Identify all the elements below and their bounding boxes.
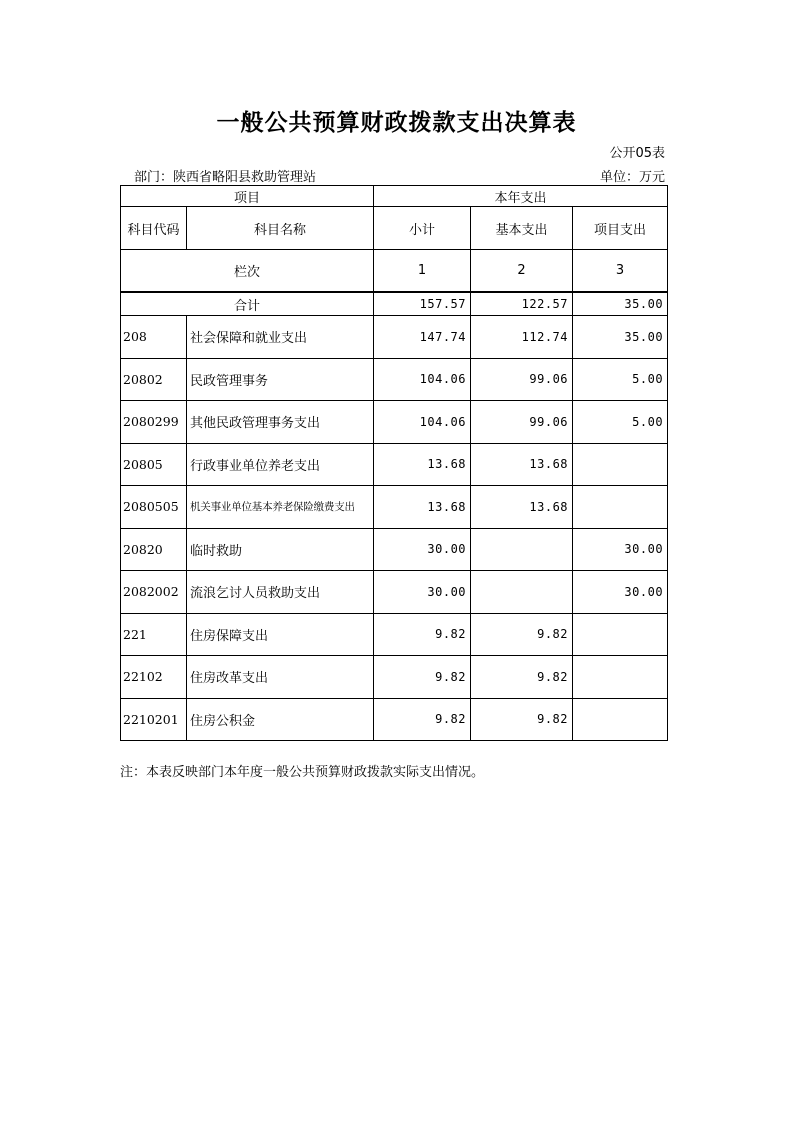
project-expense-cell: 30.00 [573, 528, 668, 571]
header-col2: 2 [471, 250, 573, 293]
header-current-year-expense: 本年支出 [374, 186, 668, 207]
basic-expense-cell: 9.82 [471, 613, 573, 656]
subtotal-cell: 104.06 [374, 401, 471, 444]
subject-name-cell: 住房保障支出 [187, 613, 374, 656]
subtotal-cell: 9.82 [374, 613, 471, 656]
basic-expense-cell: 9.82 [471, 656, 573, 699]
total-basic: 122.57 [471, 292, 573, 316]
subtotal-cell: 30.00 [374, 528, 471, 571]
subject-code-cell: 2082002 [121, 571, 187, 614]
subject-code-cell: 20805 [121, 443, 187, 486]
project-expense-cell [573, 486, 668, 529]
basic-expense-cell: 13.68 [471, 443, 573, 486]
expense-table [120, 185, 668, 741]
header-project: 项目 [121, 186, 374, 207]
project-expense-cell: 35.00 [573, 316, 668, 359]
subject-name-cell: 民政管理事务 [187, 358, 374, 401]
subtotal-cell: 9.82 [374, 656, 471, 699]
table-row [121, 486, 668, 529]
subject-code-cell: 2210201 [121, 698, 187, 741]
subject-code-cell: 22102 [121, 656, 187, 699]
subtotal-cell: 13.68 [374, 443, 471, 486]
basic-expense-cell: 9.82 [471, 698, 573, 741]
subject-name-cell: 行政事业单位养老支出 [187, 443, 374, 486]
table-row [121, 528, 668, 571]
total-subtotal: 157.57 [374, 292, 471, 316]
table-row [121, 443, 668, 486]
department-label: 部门：陕西省略阳县救助管理站 [134, 170, 317, 185]
header-subject-name: 科目名称 [187, 207, 374, 250]
subject-code-cell: 2080505 [121, 486, 187, 529]
subject-name-cell: 流浪乞讨人员救助支出 [187, 571, 374, 614]
basic-expense-cell: 112.74 [471, 316, 573, 359]
subject-code-cell: 2080299 [121, 401, 187, 444]
header-subtotal: 小计 [374, 207, 471, 250]
subject-code-cell: 20820 [121, 528, 187, 571]
subtotal-cell: 30.00 [374, 571, 471, 614]
header-basic-expense: 基本支出 [471, 207, 573, 250]
header-col1: 1 [374, 250, 471, 293]
project-expense-cell [573, 613, 668, 656]
subject-name-cell: 社会保障和就业支出 [187, 316, 374, 359]
subtotal-cell: 13.68 [374, 486, 471, 529]
page-title: 一般公共预算财政拨款支出决算表 [216, 110, 577, 136]
table-row [121, 656, 668, 699]
subject-code-cell: 208 [121, 316, 187, 359]
basic-expense-cell [471, 528, 573, 571]
subject-name-cell: 其他民政管理事务支出 [187, 401, 374, 444]
subtotal-cell: 9.82 [374, 698, 471, 741]
subtotal-cell: 104.06 [374, 358, 471, 401]
unit-label: 单位：万元 [599, 170, 665, 185]
table-row [121, 613, 668, 656]
subject-name-cell: 住房公积金 [187, 698, 374, 741]
header-col3: 3 [573, 250, 668, 293]
total-label: 合计 [121, 292, 374, 316]
header-column-label: 栏次 [121, 250, 374, 293]
total-project: 35.00 [573, 292, 668, 316]
basic-expense-cell: 99.06 [471, 358, 573, 401]
table-row [121, 571, 668, 614]
basic-expense-cell: 13.68 [471, 486, 573, 529]
form-number: 公开05表 [609, 146, 665, 161]
subject-name-cell: 临时救助 [187, 528, 374, 571]
table-row [121, 698, 668, 741]
subject-code-cell: 20802 [121, 358, 187, 401]
subject-name-cell: 住房改革支出 [187, 656, 374, 699]
subject-name-cell: 机关事业单位基本养老保险缴费支出 [187, 486, 374, 529]
basic-expense-cell [471, 571, 573, 614]
project-expense-cell [573, 443, 668, 486]
header-project-expense: 项目支出 [573, 207, 668, 250]
subject-code-cell: 221 [121, 613, 187, 656]
table-row [121, 401, 668, 444]
table-row [121, 316, 668, 359]
basic-expense-cell: 99.06 [471, 401, 573, 444]
subtotal-cell: 147.74 [374, 316, 471, 359]
header-subject-code: 科目代码 [121, 207, 187, 250]
project-expense-cell: 30.00 [573, 571, 668, 614]
table-row [121, 358, 668, 401]
footnote: 注：本表反映部门本年度一般公共预算财政拨款实际支出情况。 [120, 765, 485, 780]
project-expense-cell: 5.00 [573, 401, 668, 444]
project-expense-cell [573, 656, 668, 699]
project-expense-cell: 5.00 [573, 358, 668, 401]
project-expense-cell [573, 698, 668, 741]
